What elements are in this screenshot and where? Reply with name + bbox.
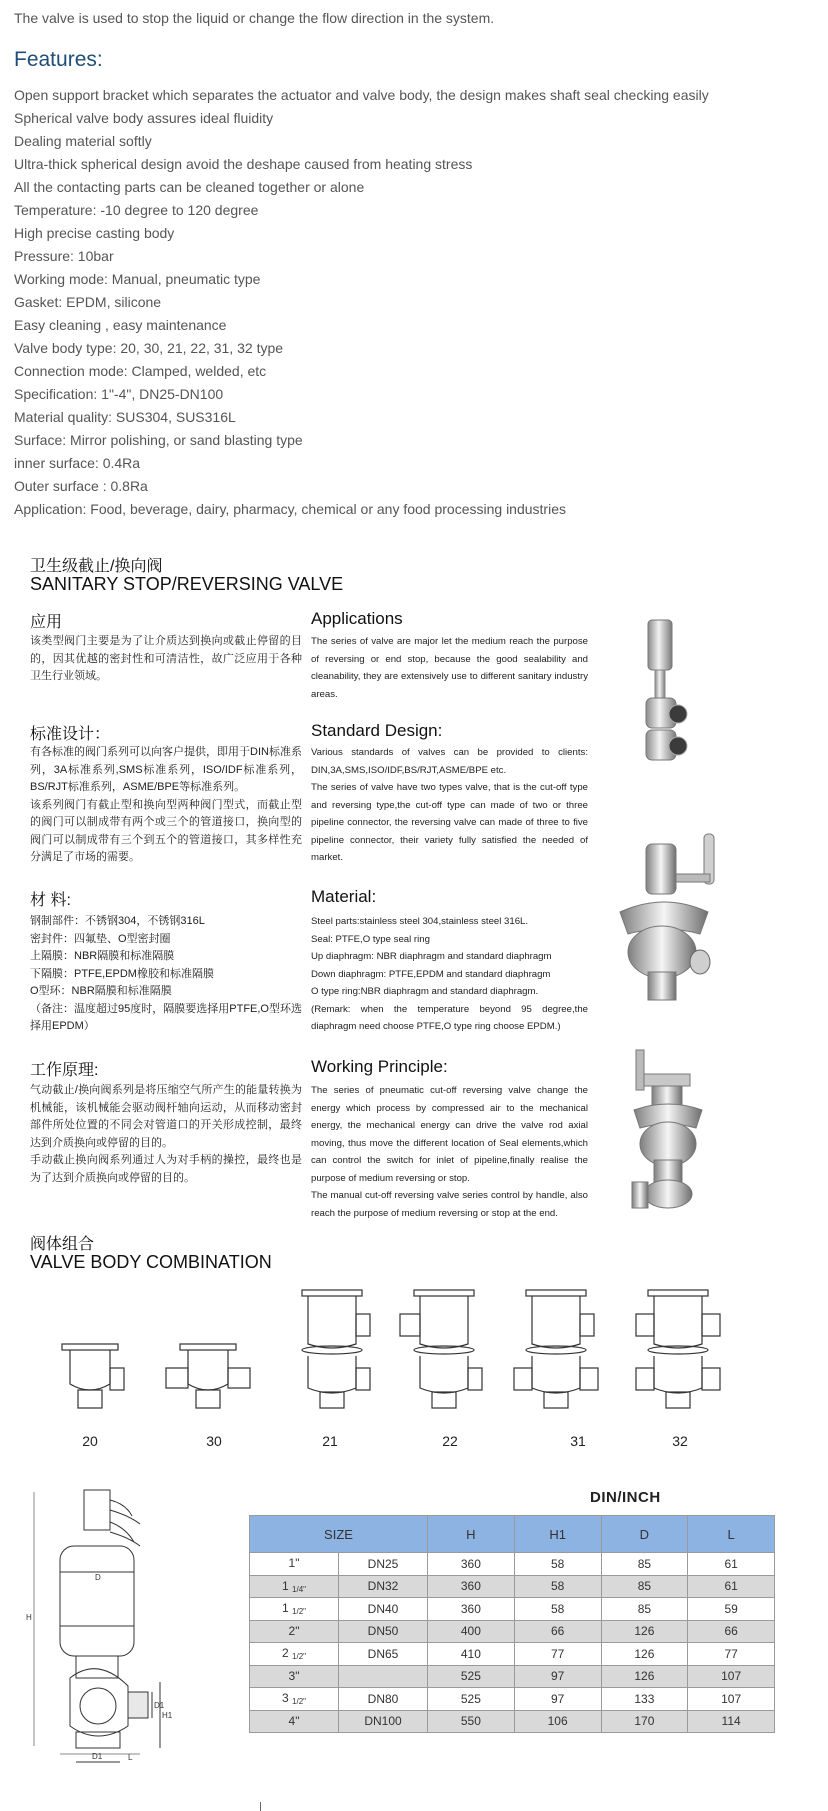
paragraph: Down diaphragm: PTFE,EPDM and standard diaphragm [311,968,551,980]
table-row [250,1688,775,1711]
paragraph: 钢制部件：不锈钢304，不锈钢316L [30,915,205,927]
valve-body-label: 21 [322,1433,338,1449]
table-row [250,1553,775,1576]
cell-inch [250,1620,339,1643]
cell-dn: DN32 [339,1575,428,1598]
working-heading-en: Working Principle: [311,1057,448,1076]
table-row [250,1710,775,1733]
inch-fraction: 1/2" [292,1652,306,1662]
valve-body-label: 20 [82,1433,98,1449]
cell-dn: DN80 [339,1688,428,1711]
working-body-en [311,1082,588,1222]
paragraph: 手动截止换向阀系列通过人为对手柄的操控，最终也是为了达到介质换向或停留的目的。 [30,1154,302,1184]
paragraph: The series of pneumatic cut-off reversing valve change the energy which process by compressed air to the mechanical energy, the mechanical energy can drive the valve rod axial moving, thus move the different location of Seal elements,which can control the switch for inlet of pipeline,finally realise the purpose of medium reversing or stop. [311,1085,588,1184]
cell-l: 77 [688,1643,775,1666]
cell-h: 525 [428,1665,515,1688]
cell-h: 360 [428,1553,515,1576]
banner-title-en: SANITARY STOP/REVERSING VALVE [30,574,344,594]
material-heading-en: Material: [311,887,377,906]
features-list [14,84,709,521]
cell-dn [339,1665,428,1688]
cell-h1: 77 [514,1643,601,1666]
feature-item: Application: Food, beverage, dairy, pharmacy, chemical or any food processing industries [14,501,566,517]
table-row [250,1620,775,1643]
valve-body-31-drawing [514,1290,598,1408]
cell-inch [250,1688,339,1711]
cell-d: 126 [601,1643,688,1666]
cell-dn: DN100 [339,1710,428,1733]
feature-item: Ultra-thick spherical design avoid the deshape caused from heating stress [14,156,473,172]
header-h: H [428,1516,515,1553]
label-d1-bottom: D1 [92,1752,103,1761]
combination-title-zh: 阀体组合 [30,1236,95,1253]
cell-h: 360 [428,1575,515,1598]
applications-heading-zh: 应用 [30,614,63,631]
cell-h1: 58 [514,1553,601,1576]
combination-title-en: VALVE BODY COMBINATION [30,1252,272,1272]
label-h: H [26,1613,32,1622]
label-h1: H1 [162,1711,173,1720]
cell-d: 126 [601,1620,688,1643]
intro-text: The valve is used to stop the liquid or change the flow direction in the system. [14,10,495,26]
cell-h1: 66 [514,1620,601,1643]
cell-inch [250,1553,339,1576]
valve-section-drawing [20,1486,173,1768]
inch-value: 1 [282,1601,289,1616]
cell-h1: 97 [514,1688,601,1711]
cell-l: 61 [688,1575,775,1598]
feature-item: All the contacting parts can be cleaned together or alone [14,179,365,195]
standard-body-zh [30,744,302,867]
valve-body-32-drawing [636,1290,720,1408]
valve-body-label: 31 [570,1433,586,1449]
inch-value: 4" [288,1713,300,1728]
valve-body-label: 22 [442,1433,458,1449]
valve-photo-2 [604,832,732,1002]
valve-body-30-drawing [166,1344,250,1408]
standard-heading-zh: 标准设计： [30,726,111,743]
inch-value: 3 [282,1691,289,1706]
cell-h1: 106 [514,1710,601,1733]
banner-title-zh: 卫生级截止/换向阀 [30,558,163,575]
inch-value: 1" [288,1556,300,1571]
page-divider [260,1802,261,1811]
feature-item: Surface: Mirror polishing, or sand blasting type [14,432,303,448]
paragraph: 下隔膜：PTFE,EPDM橡胶和标准隔膜 [30,967,214,980]
valve-body-label: 32 [672,1433,688,1449]
paragraph: Seal: PTFE,O type seal ring [311,933,430,945]
paragraph: The series of valve have two types valve, that is the cut-off type and reversing type,the cut-off type can made of two or three pipeline connector, the reversing valve can made of three to five pipeline connector, their variety fully satisfied the needed of market. [311,782,588,863]
cell-d: 170 [601,1710,688,1733]
valve-body-22-drawing [400,1290,482,1408]
standard-heading-en: Standard Design: [311,721,443,740]
header-h1: H1 [514,1516,601,1553]
material-heading-zh: 材 料: [30,892,71,909]
table-row [250,1643,775,1666]
standard-body-en [311,744,588,867]
cell-dn: DN50 [339,1620,428,1643]
cell-inch [250,1665,339,1688]
feature-item: Working mode: Manual, pneumatic type [14,271,261,287]
inch-value: 2 [282,1646,289,1661]
applications-body-en [311,633,588,703]
applications-body-zh [30,633,302,686]
feature-item: Gasket: EPDM, silicone [14,294,162,310]
feature-item: Dealing material softly [14,133,152,149]
feature-item: Connection mode: Clamped, welded, etc [14,363,267,379]
cell-d: 85 [601,1553,688,1576]
paragraph: 上隔膜：NBR隔膜和标准隔膜 [30,950,175,962]
inch-value: 3" [288,1668,300,1683]
cell-d: 126 [601,1665,688,1688]
feature-item: Pressure: 10bar [14,248,114,264]
cell-d: 85 [601,1598,688,1621]
cell-h: 360 [428,1598,515,1621]
cell-h1: 58 [514,1598,601,1621]
cell-dn: DN40 [339,1598,428,1621]
cell-dn: DN25 [339,1553,428,1576]
paragraph: Up diaphragm: NBR diaphragm and standard diaphragm [311,951,552,962]
paragraph: 有各标准的阀门系列可以向客户提供，即用于DIN标准系列，3A标准系列,SMS标准系列，ISO/IDF标准系列，BS/RJT标准系列，ASME/BPE等标准系列。 [30,746,302,793]
features-title: Features: [14,48,103,71]
cell-l: 114 [688,1710,775,1733]
cell-l: 107 [688,1688,775,1711]
cell-h1: 97 [514,1665,601,1688]
paragraph: Steel parts:stainless steel 304,stainless steel 316L. [311,916,529,927]
feature-item: inner surface: 0.4Ra [14,455,141,471]
table-row [250,1598,775,1621]
paragraph: 该系列阀门有截止型和换向型两种阀门型式，而截止型的阀门可以制成带有两个或三个的管道接口，换向型的阀门可以制成带有三个到五个的管道接口，其多样性充分满足了市场的需要。 [30,798,302,863]
paragraph: （备注：温度超过95度时，隔膜要选择用PTFE,O型环选择用EPDM） [30,1002,302,1032]
table-row [250,1665,775,1688]
cell-d: 85 [601,1575,688,1598]
cell-h: 400 [428,1620,515,1643]
inch-fraction: 1/2" [292,1607,306,1617]
label-d-top: D [95,1573,101,1582]
valve-photo-1 [620,618,700,768]
feature-item: Valve body type: 20, 30, 21, 22, 31, 32 type [14,340,284,356]
material-body-en [311,913,588,1036]
cell-h: 410 [428,1643,515,1666]
cell-inch [250,1575,339,1598]
header-size: SIZE [250,1516,428,1553]
feature-item: Easy cleaning , easy maintenance [14,317,227,333]
cell-h: 525 [428,1688,515,1711]
cell-h1: 58 [514,1575,601,1598]
material-body-zh [30,913,302,1036]
label-d1-side: D1 [154,1701,165,1710]
paragraph: 密封件：四氟垫、O型密封圈 [30,932,171,945]
paragraph: 气动截止/换向阀系列是将压缩空气所产生的能量转换为机械能，该机械能会驱动阀杆轴向运动，从而移动密封部件所处位置的不同会对管道口的开关形成控制，最终达到介质换向或停留的目的。 [30,1084,302,1149]
paragraph: O型环：NBR隔膜和标准隔膜 [30,985,172,997]
cell-l: 107 [688,1665,775,1688]
paragraph: (Remark: when the temperature beyond 95 degree,the diaphragm need choose PTFE,O type ring choose EPDM.) [311,1003,588,1032]
table-header-row [250,1516,775,1553]
paragraph: 该类型阀门主要是为了让介质达到换向或截止停留的目的，因其优越的密封性和可清洁性，故广泛应用于各种卫生行业领域。 [30,635,302,682]
feature-item: Spherical valve body assures ideal fluidity [14,110,274,126]
paragraph: Various standards of valves can be provided to clients: DIN,3A,SMS,ISO/IDF,BS/RJT,ASME/BPE etc. [311,747,588,776]
valve-body-20-drawing [62,1344,124,1408]
paragraph: O type ring:NBR diaphragm and standard diaphragm. [311,986,539,997]
table-title: DIN/INCH [590,1489,661,1506]
feature-item: Outer surface : 0.8Ra [14,478,148,494]
table-row [250,1575,775,1598]
feature-item: Open support bracket which separates the actuator and valve body, the design makes shaft seal checking easily [14,87,709,103]
cell-h: 550 [428,1710,515,1733]
inch-value: 2" [288,1623,300,1638]
cell-inch [250,1598,339,1621]
label-l: L [128,1753,133,1762]
valve-body-21-drawing [302,1290,370,1408]
working-heading-zh: 工作原理: [30,1062,99,1079]
header-l: L [688,1516,775,1553]
feature-item: Temperature: -10 degree to 120 degree [14,202,259,218]
cell-l: 61 [688,1553,775,1576]
paragraph: The series of valve are major let the medium reach the purpose of reversing or end stop, because the good sealability and cleanability, they are extensively use to different sanitary industry areas. [311,636,588,700]
inch-fraction: 1/4" [292,1584,306,1594]
inch-fraction: 1/2" [292,1697,306,1707]
feature-item: Material quality: SUS304, SUS316L [14,409,236,425]
cell-dn: DN65 [339,1643,428,1666]
cell-inch [250,1643,339,1666]
header-d: D [601,1516,688,1553]
applications-heading-en: Applications [311,609,403,628]
feature-item: Specification: 1"-4", DN25-DN100 [14,386,224,402]
cell-l: 66 [688,1620,775,1643]
valve-photo-3 [624,1048,724,1214]
cell-d: 133 [601,1688,688,1711]
dimension-table [249,1515,775,1733]
working-body-zh [30,1082,302,1187]
valve-body-drawings [50,1284,770,1424]
inch-value: 1 [282,1578,289,1593]
cell-inch [250,1710,339,1733]
paragraph: The manual cut-off reversing valve series control by handle, also reach the purpose of medium reversing or stop at the end. [311,1190,588,1219]
cell-l: 59 [688,1598,775,1621]
feature-item: High precise casting body [14,225,175,241]
valve-body-label: 30 [206,1433,222,1449]
